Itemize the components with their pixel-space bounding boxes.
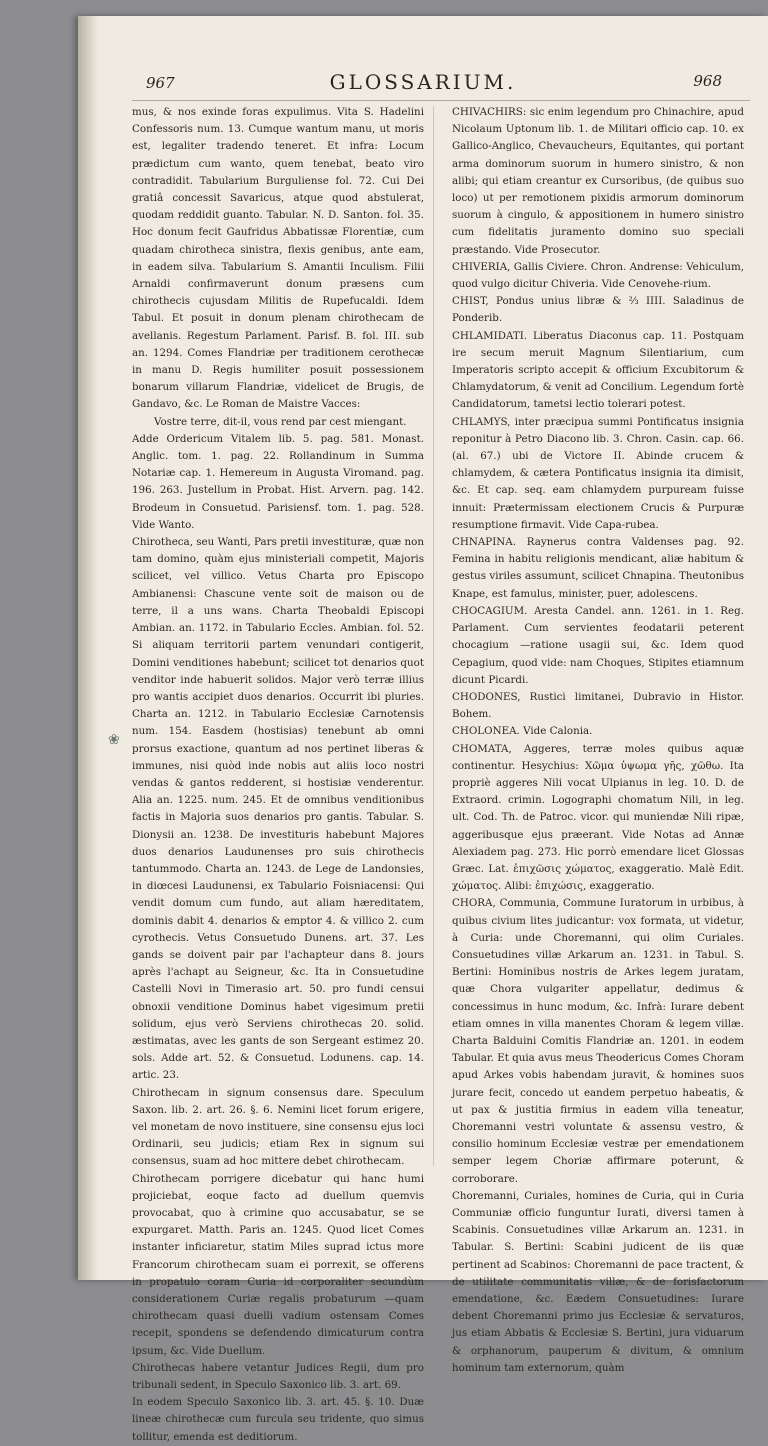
left-paragraph: Adde Ordericum Vitalem lib. 5. pag. 581. Monast. Anglic. tom. 1. pag. 22. Rollandinum in Summa Notariæ cap. 1. Hemereum in Augusta Viromand. pag. 196. 263. Justellum in Probat. Hist. Arvern. pag. 142. Brodeum in Consuetud. Parisiensf. tom. 1. pag. 528. Vide Wanto.: [132, 432, 424, 531]
right-entry: CHOLONEA. Vide Calonia.: [452, 725, 593, 738]
right-column: [452, 104, 744, 1374]
left-paragraph: mus, & nos exinde foras expulimus. Vita S. Hadelini Confessoris num. 13. Cumque wantum manu, ut moris est, legaliter tradendo teneret. Et infra: Locum prædictum cum wanto, quem tenebat, beato viro contradidit. Tabularium Burguliense fol. 72. Cui Dei gratiâ concessit Savaricus, atque quod abstulerat, quodam reddidit guanto. Tabular. N. D. Santon. fol. 35. Hoc donum fecit Gaufridus Abbatissæ Florentiæ, cum quadam chirotheca sinistra, flexis genibus, ante eam, in eadem silva. Tabularium S. Amantii Inculism. Filii Arnaldi confirmaverunt donum præsens cum chirothecis cujusdam Militis de Rupefucaldi. Idem Tabul. Et posuit in donum plenam chirothecam de avellanis. Regestum Parlament. Parisf. B. fol. III. sub an. 1294. Comes Flandriæ per traditionem cerothecæ in manu D. Regis humiliter posuit possessionem bonarum villarum Flandriæ, videlicet de Brugis, de Gandavo, &c. Le Roman de Maistre Vacces:: [132, 106, 424, 411]
right-entry: CHLAMIDATI. Liberatus Diaconus cap. 11. Postquam ire secum meruit Magnum Silentiarium, cum Imperatoris scripto accepit & officium Excubitorum & Chlamydatorum, & venit ad Concilium. Legendum fortè Candidatorum, tametsi lectio tolerari potest.: [452, 329, 744, 411]
left-paragraph: Chirothecam porrigere dicebatur qui hanc humi projiciebat, eoque facto ad duellum quemvis provocabat, quo à crimine quo accusabatur, se se expurgaret. Matth. Paris an. 1245. Quod licet Comes instanter inficiaretur, statim Miles suprad ictus more Francorum chirothecam suam ei porrexit, se offerens in propatulo coram Curia id corporaliter secundùm considerationem Curiæ regalis probaturum —quam chirothecam quasi duelli vadium ostensam Comes recepit, spondens se defendendo dimicaturum contra ipsum, &c. Vide Duellum.: [132, 1172, 424, 1357]
right-page-number: 968: [693, 72, 722, 90]
left-paragraph: In eodem Speculo Saxonico lib. 3. art. 45. §. 10. Duæ lineæ chirothecæ cum furcula seu tridente, quo simus tollitur, emenda est deditiorum.: [132, 1396, 424, 1443]
right-entry: CHOMATA, Aggeres, terræ moles quibus aquæ continentur. Hesychius: Χῶμα ὑψωμα γῆς, χῶθω. Ita propriè aggeres Nili vocat Ulpianus in leg. 10. D. de Extraord. crimin. Logographi chomatum Nili, in leg. ult. Cod. Th. de Patroc. vicor. qui muniendæ Nili ripæ, aggeribusque ejus præerant. Vide Notas ad Annæ Alexiadem pag. 273. Hic porrò emendare licet Glossas Græc. Lat. ἐπιχῶσις χώματος, exaggeratio. Malè Edit. χώματος. Alibi: ἐπιχώσις, exaggeratio.: [452, 742, 744, 893]
right-entry: Choremanni, Curiales, homines de Curia, qui in Curia Communiæ officio funguntur Iurati, diversi tamen à Scabinis. Consuetudines villæ Arkarum an. 1231. in Tabular. S. Bertini: Scabini judicent de iis quæ pertinent ad Scabinos: Choremanni de pace tractent, & de utilitate communitatis villæ, & de forisfactorum emendatione, &c. Eædem Consuetudines: Iurare debent Choremanni primo jus Ecclesiæ & servaturos, jus etiam Abbatis & Ecclesiæ S. Bertini, jura viduarum & orphanorum, pauperum & divitum, & omnium hominum tam externorum, quàm: [452, 1189, 744, 1374]
page-header: [78, 60, 768, 100]
left-page-number: 967: [146, 74, 175, 92]
right-entry: CHOCAGIUM. Aresta Candel. ann. 1261. in 1. Reg. Parlament. Cum servientes feodatarii peterent chocagium —ratione usagii sui, &c. Idem quod Cepagium, quod vide: nam Choques, Stipites etiamnum dicunt Picardi.: [452, 604, 744, 686]
left-paragraph: Chirothecam in signum consensus dare. Speculum Saxon. lib. 2. art. 26. §. 6. Nemini licet forum erigere, vel monetam de novo instituere, sine consensu ejus loci Ordinarii, seu judicis; etiam Rex in signum sui consensus, suam ad hoc mittere debet chirothecam.: [132, 1086, 424, 1168]
book-page: [78, 16, 768, 1443]
left-column: [132, 104, 424, 1443]
right-entry: CHNAPINA. Raynerus contra Valdenses pag. 92. Femina in habitu religionis mendicant, aliæ habitum & gestus viriles assumunt, scilicet Chnapina. Theutonibus Knape, est famulus, minister, puer, adolescens.: [452, 536, 744, 600]
left-paragraph: Chirotheca, seu Wanti, Pars pretii investituræ, quæ non tam domino, quàm ejus ministeriali competit, Majoris scilicet, vel villico. Vetus Charta pro Episcopo Ambianensi: Chascune vente soit de maison ou de terre, il a uns wans. Charta Theobaldi Episcopi Ambian. an. 1172. in Tabulario Eccles. Ambian. fol. 52. Si aliquam territorii partem venundari contigerit, Domini venditiones habebunt; scilicet tot denarios quot venditor inde habuerit solidos. Major verò terræ illius pro wantis accipiet duos denarios. Occurrit ibi pluries. Charta an. 1212. in Tabulario Ecclesiæ Carnotensis num. 154. Easdem (hostisias) tenebunt ab omni prorsus exactione, quantum ad nos pertinet liberas & immunes, nisi quòd inde nobis aut aliis loco nostri vendas & gantos redderent, si hostisiæ venderentur. Alia an. 1225. num. 245. Et de omnibus venditionibus factis in Majoria suos denarios pro gantis. Tabular. S. Dionysii an. 1238. De investituris habebunt Majores duos denarios Laudunenses pro suis chirothecis tantummodo. Charta an. 1243. de Lege de Landonsies, in diœcesi Laudunensi, ex Tabulario Foisniacensi: Qui vendit domum cum fundo, aut aliam hæreditatem, dominis dabit 4. denarios & emptor 4. & villico 2. cum cyrothecis. Vetus Consuetudo Dunens. art. 37. Les gands se doivent pair par l'achapteur dans 8. jours après l'achapt au Seigneur, &c. Ita in Consuetudine Castelli Novi in Timerasio art. 50. pro fundi censui obnoxii venditione Dominus habet vigesimum pretii solidum, ejus verò Serviens chirothecas 20. solid. æstimatas, avec les gants de son Sergeant estimez 20. sols. Adde art. 52. & Consuetud. Lodunens. cap. 14. artic. 23.: [132, 536, 424, 1082]
right-entry: CHLAMYS, inter præcipua summi Pontificatus insignia reponitur à Petro Diacono lib. 3. Chron. Casin. cap. 66. (al. 67.) ubi de Victore II. Abinde crucem & chlamydem, & cætera Pontificatus insignia ita dimisit, &c. Et cap. seq. eam chlamydem purpuream fuisse innuit: Prætermissam electionem Crucis & Purpuræ resumptione firmavit. Vide Capa-rubea.: [452, 415, 744, 531]
page-title: GLOSSARIUM.: [329, 70, 517, 94]
right-entry: CHIST, Pondus unius libræ & ⅔ IIII. Saladinus de Ponderib.: [452, 295, 744, 325]
right-entry: CHORA, Communia, Commune Iuratorum in urbibus, à quibus civium lites judicantur: vox formata, ut videtur, à Curia: unde Choremanni, qui olim Curiales. Consuetudines villæ Arkarum an. 1231. in Tabul. S. Bertini: Hominibus nostris de Arkes legem juratam, quæ Chora vulgariter appellatur, dedimus & concessimus in hunc modum, &c. Infrà: Iurare debent etiam omnes in villa manentes Choram & legem villæ. Charta Balduini Comitis Flandriæ an. 1201. in eodem Tabular. Et quia avus meus Theodericus Comes Choram apud Arkes vobis habendam juravit, & homines suos jurare fecit, concedo ut eandem perpetuo habeatis, & ut pax & justitia firmius in eadem villa teneatur, Choremanni vestri voluntate & assensu vestro, & consilio hominum Ecclesiæ vestræ per emendationem semper legem Choriæ affirmare poterunt, & corroborare.: [452, 897, 744, 1185]
right-entry: CHIVERIA, Gallis Civiere. Chron. Andrense: Vehiculum, quod vulgo dicitur Chiveria. Vide Cenovehe-rium.: [452, 260, 744, 291]
column-divider: [433, 106, 434, 1166]
ornament-icon: ❀: [108, 732, 120, 748]
page-spine-shadow: [78, 16, 98, 1280]
left-paragraph: Chirothecas habere vetantur Judices Regii, dum pro tribunali sedent, in Speculo Saxonico lib. 3. art. 69.: [132, 1361, 424, 1392]
header-rule: [132, 100, 750, 101]
left-paragraph: Vostre terre, dit-il, vous rend par cest miengant.: [154, 415, 407, 428]
right-entry: CHODONES, Rustici limitanei, Dubravio in Histor. Bohem.: [452, 690, 744, 721]
right-entry: CHIVACHIRS: sic enim legendum pro Chinachire, apud Nicolaum Uptonum lib. 1. de Militari officio cap. 10. ex Gallico-Anglico, Chevaucheurs, Equitantes, qui portant arma dominorum suorum in humero sinistro, & non alibi; qui etiam creantur ex Cursoribus, (de quibus suo loco) ut per remotionem pixidis armorum dominorum suorum à cingulo, & appositionem in humero sinistro cum fidelitatis juramento domino suo speciali præstando. Vide Prosecutor.: [452, 106, 744, 256]
